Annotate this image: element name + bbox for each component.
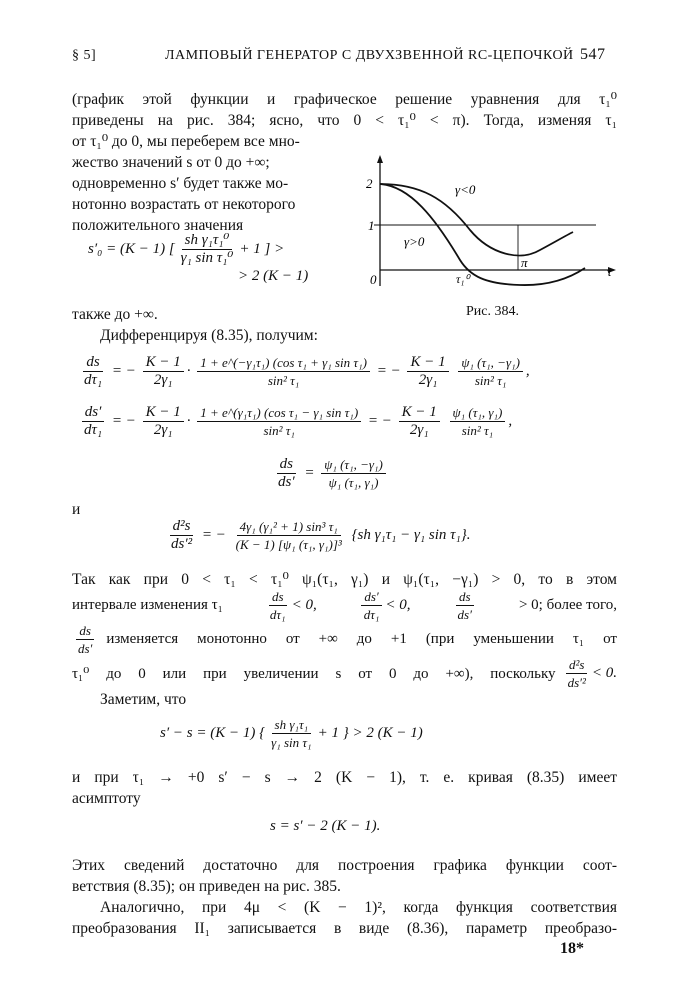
axis-label-tau10: τ₁⁰ bbox=[456, 272, 470, 286]
figure-caption: Рис. 384. bbox=[466, 304, 519, 319]
text-line-6: нотонно возрастать от некоторого bbox=[72, 196, 296, 213]
axis-label-2: 2 bbox=[366, 176, 373, 191]
section-number: § 5] bbox=[72, 48, 97, 63]
axis-label-0: 0 bbox=[370, 272, 377, 287]
signature-mark: 18* bbox=[560, 940, 584, 957]
formula-asymptote: s = s′ − 2 (K − 1). bbox=[270, 818, 381, 834]
formula-d2s: $\frac{\text{d²s}}{\text{ds′²}}$ = − $\frac{\text{4γ₁ (γ₁² + 1) sin³ τ₁}}{\text{(K − 1) [ψ₁ (τ₁, γ₁)]³}}$ {sh γ₁τ₁ − γ₁ sin τ₁}. bbox=[171, 518, 471, 552]
formula-s0-line2: > 2 (K − 1) bbox=[238, 268, 309, 284]
curve-label-gamma-pos: γ>0 bbox=[404, 234, 425, 249]
formula-s0: s′₀ = (K − 1) [ $\frac{\text{sh γ₁τ₁⁰}}{\text{γ₁ sin τ₁⁰}}$ + 1 ] > bbox=[88, 232, 285, 266]
figure-384 bbox=[360, 150, 622, 300]
text-line-12: интервале изменения τ₁ $\frac{ds}{\text{dτ₁}}$ < 0, $\frac{ds'}{\text{dτ₁}}$ < 0, $\frac{ds}{ds'}$ > 0; более того, bbox=[72, 589, 617, 622]
text-line-19: ветствия (8.35); он приведен на рис. 385. bbox=[72, 878, 341, 895]
text-line-4: жество значений s от 0 до +∞; bbox=[72, 154, 270, 171]
text-line-16: и при τ₁ → +0 s′ − s → 2 (K − 1), т. е. кривая (8.35) имеет bbox=[72, 769, 617, 786]
text-line-1: (график этой функции и графическое решение уравнения для τ₁⁰ bbox=[72, 91, 617, 108]
text-line-2: приведены на рис. 384; ясно, что 0 < τ₁⁰ < π). Тогда, изменяя τ₁ bbox=[72, 112, 617, 129]
text-line-10: и bbox=[72, 501, 81, 518]
text-line-5: одновременно s′ будет также мо- bbox=[72, 175, 289, 192]
text-line-20: Аналогично, при 4μ < (K − 1)², когда функция соответствия bbox=[100, 899, 617, 916]
page-number: 547 bbox=[580, 46, 606, 63]
text-line-15: Заметим, что bbox=[100, 691, 187, 708]
text-line-9: Дифференцируя (8.35), получим: bbox=[100, 327, 318, 344]
text-line-3: от τ₁⁰ до 0, мы переберем все мно- bbox=[72, 133, 300, 150]
text-line-7: положительного значения bbox=[72, 217, 244, 234]
curve-label-gamma-neg: γ<0 bbox=[455, 182, 476, 197]
text-line-14: τ₁⁰ до 0 или при увеличении s от 0 до +∞), поскольку $\frac{\text{d²s}}{\text{ds′²}}$ < 0. bbox=[72, 657, 617, 690]
running-title: ЛАМПОВЫЙ ГЕНЕРАТОР С ДВУХЗВЕННОЙ RC-ЦЕПОЧКОЙ bbox=[165, 48, 574, 63]
text-line-18: Этих сведений достаточно для построения графика функции соот- bbox=[72, 857, 617, 874]
axis-label-tau: τ bbox=[607, 264, 612, 279]
text-line-8: также до +∞. bbox=[72, 306, 158, 323]
formula-ds-dsp: $\frac{ds}{ds'}$ = $\frac{\text{ψ₁ (τ₁, −γ₁)}}{\text{ψ₁ (τ₁, γ₁)}}$ bbox=[272, 456, 389, 491]
text-line-17: асимптоту bbox=[72, 790, 141, 807]
text-line-11: Так как при 0 < τ₁ < τ₁⁰ ψ₁(τ₁, γ₁) и ψ₁(τ₁, −γ₁) > 0, то в этом bbox=[72, 571, 617, 588]
formula-sp-minus-s: s′ − s = (K − 1) { $\frac{\text{sh γ₁τ₁}}{\text{γ₁ sin τ₁}}$ + 1 } > 2 (K − 1) bbox=[160, 717, 423, 750]
axis-label-pi: π bbox=[521, 255, 528, 270]
text-line-13: $\frac{ds}{ds'}$ изменяется монотонно от +∞ до +1 (при уменьшении τ₁ от bbox=[78, 623, 617, 656]
formula-dsp-dtau: $\frac{ds'}{\text{dτ₁}}$ = − $\frac{K - 1}{\text{2γ₁}}$ · $\frac{\text{1 + e\textasciicircum{}(γ₁τ₁) (cos τ₁ − γ₁ sin τ₁)}}{\text{sin² τ₁}}$ = − $\frac{K - 1}{\text{2γ₁}}$ $\frac{\text{ψ₁ (τ₁, γ₁)}}{\text{sin² τ₁}}$ , bbox=[78, 404, 512, 439]
text-line-21: преобразования II₁ записывается в виде (8.36), параметр преобразо- bbox=[72, 920, 617, 937]
axis-label-1: 1 bbox=[368, 218, 375, 233]
formula-ds-dtau: $\frac{ds}{\text{dτ₁}}$ = − $\frac{K - 1}{\text{2γ₁}}$ · $\frac{\text{1 + e\textasciicircum{}(−γ₁τ₁) (cos τ₁ + γ₁ sin τ₁)}}{\text{sin² τ₁}}$ = − $\frac{K - 1}{\text{2γ₁}}$ $\frac{\text{ψ₁ (τ₁, −γ₁)}}{\text{sin² τ₁}}$ , bbox=[84, 354, 530, 388]
